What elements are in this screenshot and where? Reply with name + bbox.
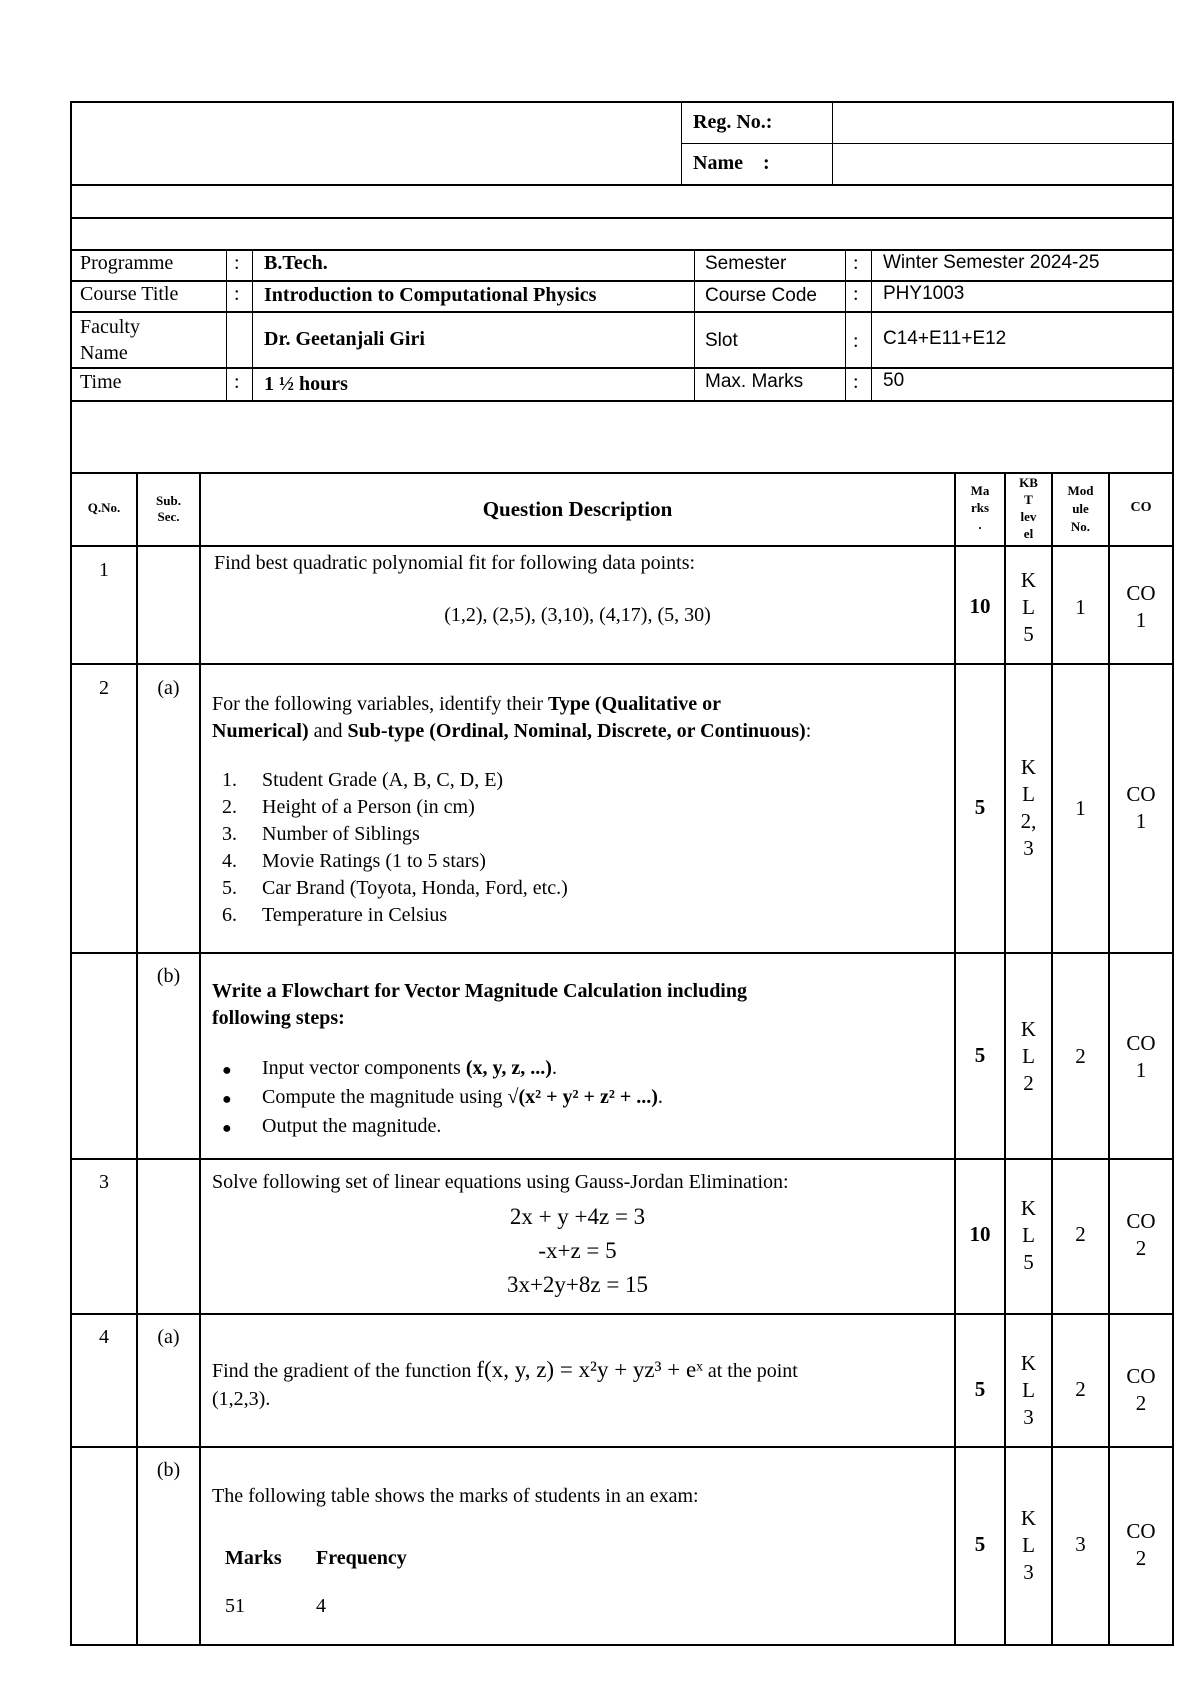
module-value: 2 [1075,1377,1086,1401]
co-value: CO 1 [1126,1031,1156,1082]
time-label: Time [80,371,122,393]
colon: : [853,371,859,393]
programme-label: Programme [80,252,174,274]
course-code-value: PHY1003 [883,283,965,304]
variables-list [222,767,568,929]
marks-value: 5 [974,1532,986,1556]
question-text: Find best quadratic polynomial fit for following data points: [214,552,696,574]
colon: : [853,330,859,352]
colon: : [234,283,240,305]
kbt-level-value: K L 2, 3 [1020,755,1037,860]
kbt-level-value: K L 5 [1020,1196,1037,1274]
list-item: 3. Number of Siblings [222,823,420,845]
question-text: The following table shows the marks of students in an exam: [212,1485,699,1507]
colon: : [853,252,859,274]
data-points: (1,2), (2,5), (3,10), (4,17), (5, 30) [444,604,711,626]
list-item: 2. Height of a Person (in cm) [222,796,475,818]
semester-value: Winter Semester 2024-25 [883,252,1100,273]
module-value: 2 [1075,1222,1086,1246]
co-value: CO 1 [1126,782,1156,833]
kbt-level-value: K L 3 [1020,1351,1037,1429]
list-item: ● Output the magnitude. [222,1115,442,1137]
frequency-column-header: Frequency [316,1547,407,1569]
list-item: 5. Car Brand (Toyota, Honda, Ford, etc.) [222,877,568,899]
slot-label: Slot [705,330,738,351]
equation: 2x + y +4z = 3 [509,1204,646,1229]
marks-value: 10 [969,1222,991,1246]
sub-section: (b) [156,1459,181,1481]
module-value: 2 [1075,1044,1086,1068]
co-value: CO 1 [1126,581,1156,632]
co-value: CO 2 [1126,1519,1156,1570]
marks-value: 5 [974,795,986,819]
module-no-header: Mod ule No. [1067,483,1094,534]
kbt-level-value: K L 5 [1020,568,1037,646]
co-header: CO [1130,500,1152,515]
time-value: 1 ½ hours [264,373,348,395]
list-item: 1. Student Grade (A, B, C, D, E) [222,769,504,791]
list-item: 4. Movie Ratings (1 to 5 stars) [222,850,486,872]
marks-header: Ma rks . [970,483,990,532]
programme-value: B.Tech. [264,252,328,274]
kbt-level-value: K L 3 [1020,1506,1037,1584]
semester-label: Semester [705,253,787,274]
qno-header: Q.No. [87,500,121,515]
module-value: 3 [1075,1532,1086,1556]
co-value: CO 2 [1126,1209,1156,1260]
marks-value: 5 [974,1377,986,1401]
function-expression: f(x, y, z) = x²y + yz³ + eˣ [476,1357,703,1382]
question-number: 4 [99,1326,109,1348]
max-marks-value: 50 [883,370,905,391]
slot-value: C14+E11+E12 [883,328,1007,349]
question-number: 1 [99,559,109,581]
table-cell: 4 [316,1595,326,1617]
sub-section: (a) [157,677,180,699]
question-number: 3 [99,1171,109,1193]
name-label: Name : [693,152,770,174]
question-number: 2 [99,677,109,699]
question-text: Solve following set of linear equations using Gauss-Jordan Elimination: [212,1171,789,1193]
table-cell: 51 [225,1595,245,1617]
sub-section: (b) [156,965,181,987]
colon: : [234,252,240,274]
max-marks-label: Max. Marks [705,371,804,392]
name-field[interactable] [836,146,1170,183]
module-value: 1 [1075,796,1086,820]
equation: -x+z = 5 [538,1238,617,1263]
sub-section: (a) [157,1326,180,1348]
question-title: Write a Flowchart for Vector Magnitude Calculation including following steps: [212,980,747,1029]
course-title-label: Course Title [80,283,179,305]
colon: : [234,371,240,393]
steps-list [222,1055,663,1142]
marks-column-header: Marks [225,1547,282,1569]
kbt-level-value: K L 2 [1020,1017,1037,1095]
kbt-level-header: KB T lev el [1019,475,1038,541]
question-description-header: Question Description [482,497,673,521]
marks-value: 5 [974,1043,986,1067]
module-value: 1 [1075,595,1086,619]
co-value: CO 2 [1126,1364,1156,1415]
marks-value: 10 [969,594,991,618]
course-title-value: Introduction to Computational Physics [264,284,597,306]
colon: : [853,283,859,305]
reg-no-label: Reg. No.: [693,111,773,133]
equation: 3x+2y+8z = 15 [506,1272,649,1297]
faculty-label: Faculty Name [80,316,140,364]
list-item: ● Compute the magnitude using √(x² + y² + z² + ...). [222,1086,663,1108]
list-item: ● Input vector components (x, y, z, ...). [222,1057,557,1079]
question-text: Find the gradient of the function f(x, y, z) = x²y + yz³ + eˣ at the point (1,2,3). [212,1357,798,1410]
course-code-label: Course Code [705,285,817,306]
reg-no-field[interactable] [836,104,1170,142]
list-item: 6. Temperature in Celsius [222,904,448,926]
subsec-header: Sub. Sec. [156,493,181,524]
faculty-value: Dr. Geetanjali Giri [264,328,425,350]
question-text: For the following variables, identify their Type (Qualitative or Numerical) and Sub-type (Ordinal, Nominal, Discrete, or Continuous): [212,693,812,742]
equations [201,1200,954,1302]
